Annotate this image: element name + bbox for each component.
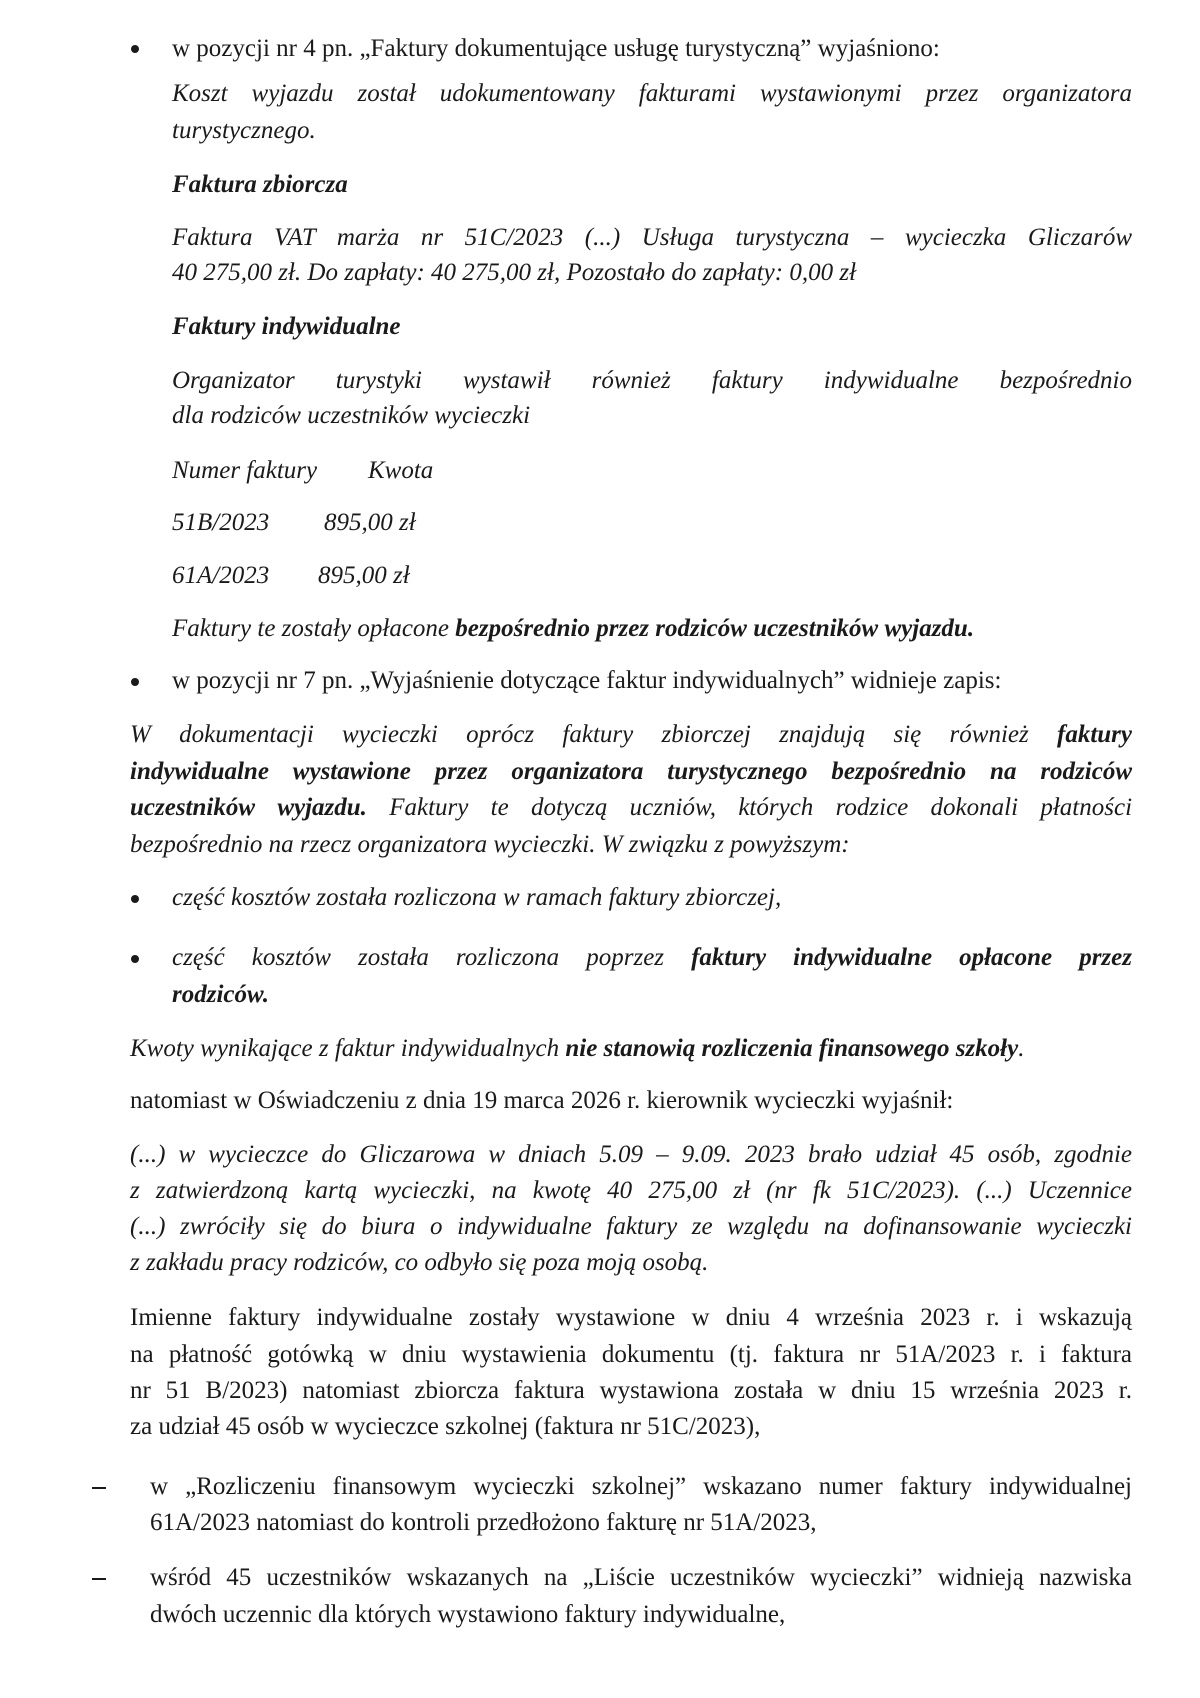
bullet-marker xyxy=(131,678,139,686)
table-cell-amount: 895,00 zł xyxy=(318,562,410,589)
text-line: z zatwierdzoną kartą wycieczki, na kwotę 40 275,00 zł (nr fk 51C/2023). (...) Uczennice xyxy=(130,1177,1132,1204)
text-line: bezpośrednio na rzecz organizatora wycieczki. W związku z powyższym: xyxy=(130,831,850,858)
section-heading: Faktura zbiorcza xyxy=(172,171,348,198)
list-item: w „Rozliczeniu finansowym wycieczki szkolnej” wskazano numer faktury indywidualnej xyxy=(150,1473,1132,1500)
text-line: nr 51 B/2023) natomiast zbiorcza faktura wystawiona została w dniu 15 września 2023 r. xyxy=(130,1377,1132,1404)
text-line: Faktura VAT marża nr 51C/2023 (...) Usługa turystyczna – wycieczka Gliczarów xyxy=(172,224,1132,251)
text-line: na płatność gotówką w dniu wystawienia dokumentu (tj. faktura nr 51A/2023 r. i faktura xyxy=(130,1341,1132,1368)
table-header-amount: Kwota xyxy=(368,457,434,484)
text-line: (...) w wycieczce do Gliczarowa w dniach 5.09 – 9.09. 2023 brało udział 45 osób, zgodnie xyxy=(130,1141,1132,1168)
list-item xyxy=(172,943,1132,973)
bullet-marker xyxy=(131,955,139,963)
table-cell-invoice-number: 61A/2023 xyxy=(172,562,270,589)
list-item: dwóch uczennic dla których wystawiono faktury indywidualne, xyxy=(150,1601,786,1628)
text-line: w pozycji nr 4 pn. „Faktury dokumentujące usługę turystyczną” wyjaśniono: xyxy=(172,35,940,62)
text-line xyxy=(130,720,1132,750)
text-line xyxy=(172,614,974,644)
text-line: dla rodziców uczestników wycieczki xyxy=(172,402,531,429)
list-item: wśród 45 uczestników wskazanych na „Liście uczestników wycieczki” widnieją nazwiska xyxy=(150,1564,1132,1591)
text-line: z zakładu pracy rodziców, co odbyło się poza moją osobą. xyxy=(130,1249,709,1276)
text-run: Faktury te zostały opłacone xyxy=(172,615,456,642)
text-line: turystycznego. xyxy=(172,117,316,144)
bullet-marker xyxy=(131,45,139,53)
table-cell-invoice-number: 51B/2023 xyxy=(172,509,270,536)
text-run: część kosztów została rozliczona poprzez xyxy=(172,944,692,971)
text-line: w pozycji nr 7 pn. „Wyjaśnienie dotyczące faktur indywidualnych” widnieje zapis: xyxy=(172,667,1002,694)
bullet-marker xyxy=(131,895,139,903)
text-line: 40 275,00 zł. Do zapłaty: 40 275,00 zł, Pozostało do zapłaty: 0,00 zł xyxy=(172,259,857,286)
dash-marker xyxy=(92,1578,106,1580)
list-item: rodziców. xyxy=(172,981,269,1008)
text-run-bold: nie stanowią rozliczenia finansowego szkoły xyxy=(565,1035,1019,1062)
text-run: . xyxy=(1018,1035,1025,1062)
table-header-invoice-number: Numer faktury xyxy=(172,457,318,484)
list-item: 61A/2023 natomiast do kontroli przedłożono fakturę nr 51A/2023, xyxy=(150,1509,817,1536)
text-line: natomiast w Oświadczeniu z dnia 19 marca 2026 r. kierownik wycieczki wyjaśnił: xyxy=(130,1087,954,1114)
text-line: Imienne faktury indywidualne zostały wystawione w dniu 4 września 2023 r. i wskazują xyxy=(130,1304,1132,1331)
text-run-bold: faktury indywidualne opłacone przez xyxy=(691,944,1132,971)
text-run-bold: faktury xyxy=(1057,721,1132,748)
section-heading: Faktury indywidualne xyxy=(172,313,401,340)
text-run-bold: bezpośrednio przez rodziców uczestników wyjazdu. xyxy=(455,615,975,642)
text-line: Koszt wyjazdu został udokumentowany fakturami wystawionymi przez organizatora xyxy=(172,80,1132,107)
text-line xyxy=(130,793,1132,823)
text-run: W dokumentacji wycieczki oprócz faktury zbiorczej znajdują się również xyxy=(130,721,1057,748)
table-cell-amount: 895,00 zł xyxy=(324,509,416,536)
text-run: Kwoty wynikające z faktur indywidualnych xyxy=(130,1035,566,1062)
text-line: Organizator turystyki wystawił również faktury indywidualne bezpośrednio xyxy=(172,367,1132,394)
text-line: za udział 45 osób w wycieczce szkolnej (faktura nr 51C/2023), xyxy=(130,1413,761,1440)
text-run-bold: uczestników wyjazdu. xyxy=(130,794,367,821)
text-line: indywidualne wystawione przez organizatora turystycznego bezpośrednio na rodziców xyxy=(130,758,1132,785)
text-line xyxy=(130,1034,1024,1064)
dash-marker xyxy=(92,1487,106,1489)
text-line: (...) zwróciły się do biura o indywidualne faktury ze względu na dofinansowanie wycieczki xyxy=(130,1213,1132,1240)
text-run: Faktury te dotyczą uczniów, których rodzice dokonali płatności xyxy=(366,794,1133,821)
list-item: część kosztów została rozliczona w ramach faktury zbiorczej, xyxy=(172,884,782,911)
